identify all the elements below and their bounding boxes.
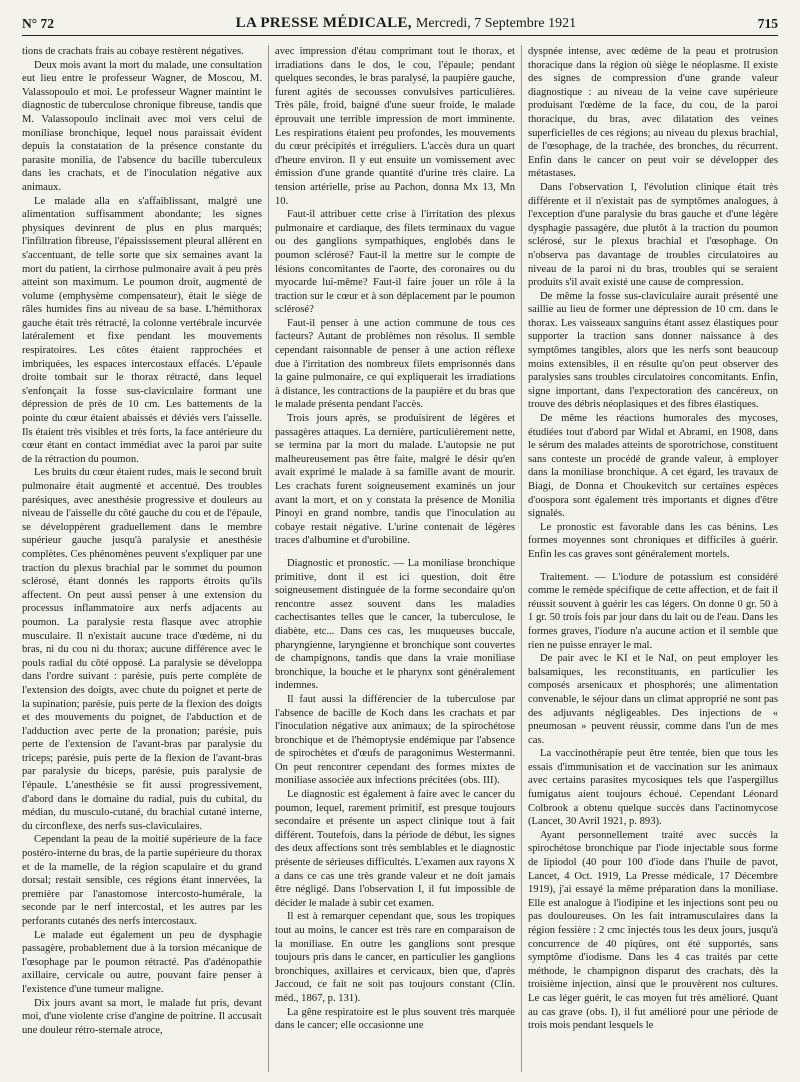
paragraph: Le malade eut également un peu de dysphagie passagère, probablement due à la torsion mécanique de l'œsophage par le poumon rétracté. Pas d'adénopathie axillaire, cervicale ou autre, pouvant faire penser à l'existence d'une tumeur maligne. [22,929,262,995]
column-2 [275,45,515,1076]
paragraph: dyspnée intense, avec œdème de la peau et protrusion thoracique dans la région où siège le néoplasme. Il existe des signes de compression d'une grande valeur diagnostique : au niveau de la veine cave supérieure produisant l'œdème de la face, du cou, de la paroi thoracique, du bras, avec dilatation des veines superficielles de ces régions; au niveau du plexus brachial, de l'œsophage, de la trachée, des bronches, du récurrent. Enfin dans le cancer on peut voir se développer des métastases. [528,46,778,180]
article-body [22,45,778,1076]
paragraph: avec impression d'étau comprimant tout le thorax, et irradiations dans le dos, le cou, l'épaule; pendant quelques secondes, le bras paralysé, la paupière gauche, furent agités de secousses convulsives particulières. Très pâle, froid, baigné d'une sueur froide, le malade éprouvait une terrible impression de mort imminente. Les respirations étaient peu profondes, les mouvements du cœur précipités et irréguliers. L'accès dura un quart d'heure environ. Il y eut ensuite un vomissement avec émission d'une grande quantité d'urine très claire. La tension artérielle, prise au Pachon, donna Mx 13, Mn 10. [275,46,515,207]
journal-name: LA PRESSE MÉDICALE, [235,15,412,31]
paragraph: Trois jours après, se produisirent de légères et passagères attaques. La dernière, particulièrement nette, se termina par la mort du malade. L'autopsie ne put malheureusement pas être faite, malgré le désir qu'en avait exprimé le malade à sa famille avant de mourir. Les crachats furent soigneusement examinés un jour avant la mort, et on y constata la présence de Monilia Pinoyi en grand nombre, tandis que l'inoculation au cobaye restait négative. L'urine contenait de légères traces d'albumine et d'urobiline. [275,413,515,547]
paragraph: Dans l'observation I, l'évolution clinique était très différente et il n'existait pas de symptômes analogues, à l'exception d'une paralysie du bras gauche et d'une légère dysphagie passagère, due plutôt à la traction du poumon sclérosé, sur le plexus brachial et l'œsophage. On n'observa pas davantage de troubles circulatoires au niveau de la paroi ni du bras, troubles qui se seraient produits s'il avait existé une cause de compression. [528,181,778,289]
section-diagnostic-paragraph: Diagnostic et pronostic. — La moniliase bronchique primitive, dont il est ici question, doit être soigneusement distinguée de la forme secondaire qu'on rencontre assez souvent dans les maladies cachectisantes telles que le cancer, la tuberculose, le diabète, etc... Dans ces cas, les muqueuses buccale, pharyngienne, laryngienne et bronchique sont couvertes de champignons, tandis que dans la vraie moniliase bronchique, la bouche et le pharynx sont généralement indemnes. [275,557,515,692]
column-3 [528,45,778,1076]
paragraph: Deux mois avant la mort du malade, une consultation eut lieu entre le professeur Wagner, de Moscou, M. Valassopoulo et moi. Le professeur Wagner maintint le diagnostic de tuberculose chronique fibreuse, tandis que M. Valassopoulo inclinait avec moi vers celui de moniliase bronchique, lequel nous paraissait évident depuis la constatation de la présence constante du parasite monilia, de l'absence du bacille tuberculeux dans les crachats, et de l'inoculation négative aux animaux. [22,59,262,193]
paragraph: Il est à remarquer cependant que, sous les tropiques tout au moins, le cancer est très rare en comparaison de la moniliase. En outre les ganglions sont presque toujours pris dans le cancer, en particulier les ganglions bronchiques, axillaires et cervicaux, bien que, d'après Jaccoud, ce fait ne soit pas toujours constant (Clin. méd., 1867, p. 131). [275,911,515,1004]
issue-number: N° 72 [22,16,55,31]
paragraph: Le malade alla en s'affaiblissant, malgré une alimentation suffisamment abondante; les signes physiques devinrent de plus en plus marqués; l'infiltration fibreuse, l'épaississement pleural allèrent en s'accentuant, de telle sorte que six semaines avant la mort du patient, la cirrhose pulmonaire avait à peu près atteint son maximum. Le poumon droit, augmenté de volume (emphysème compensateur), était le siège de râles humides fins au niveau de sa base. L'hémithorax gauche était très rétracté, la colonne vertébrale incurvée latéralement et fixe pendant les mouvements respiratoires. Les côtes étaient rapprochées et imbriquées, les espaces intercostaux effacés. L'épaule droite tombait sur le thorax rétracté, dans lequel s'enfonçait la fosse sus-claviculaire formant une dépression de près de 10 cm. Les battements de la pointe du cœur étaient abaissés et déviés vers l'aisselle. Ils étaient très visibles et très forts, la face antérieure du cœur étant en contact immédiat avec la paroi par suite de la rétraction du poumon. [22,195,262,465]
paragraph: Faut-il attribuer cette crise à l'irritation des plexus pulmonaire et cardiaque, des filets terminaux du vague ou des ganglions sympathiques, englobés dans le poumon sclérosé? Faut-il la mettre sur le compte de lésions concomitantes de l'aorte, des coronaires ou du myocarde lui-même? Faut-il faire jouer un rôle à la traction sur le cœur et à son déplacement par le poumon sclérosé? [275,209,515,316]
paragraph: Cependant la peau de la moitié supérieure de la face postéro-interne du bras, de la partie supérieure du thorax et de la mamelle, de la région scapulaire et du grand dorsal; restait sensible, ces régions étant innervées, la première par l'anastomose intercosto-humérale, la seconde par le nerf intercostal, et les autres par les perforants cutanés des nerfs intercostaux. [22,834,262,927]
paragraph: De même les réactions humorales des mycoses, étudiées tout d'abord par Widal et Abrami, en 1908, dans le sérum des malades atteints de sporotrichose, constituent sans conteste un procédé de grande valeur, à employer dans la moniliase bronchique. A cet égard, les travaux de Biagi, de Donna et Choukevitch sur certaines espèces d'oospora sont également très importants et dignes d'être signalés. [528,413,778,520]
paragraph: Il faut aussi la différencier de la tuberculose par l'absence de bacille de Koch dans les crachats et par l'inoculation négative aux animaux; de la spirochétose bronchique et de l'hémoptysie endémique par l'absence de spirochètes et d'œufs de paragonimus Westermanni. On peut rencontrer cependant des formes mixtes de moniliase associée aux infections précitées (obs. III). [275,693,515,787]
running-title [236,15,576,32]
paragraph: Faut-il penser à une action commune de tous ces facteurs? Autant de problèmes non résolus. Il semble cependant raisonnable de penser à une action réflexe due à l'irritation des nombreux filets emprisonnés dans la gaine pulmonaire, ce qui expliquerait les irradiations à distance, les contractions de la paupière et du bras que le malade présenta pendant l'accès. [275,317,515,411]
paragraph: De pair avec le KI et le NaI, on peut employer les balsamiques, les reconstituants, en particulier les composés arsenicaux et phosphorés; une alimentation convenable, le séjour dans un climat approprié ne sont pas des adjuvants négligeables. Des injections de « pneumosan » peuvent réussir, comme dans l'un de mes cas. [528,653,778,746]
paragraph: Les bruits du cœur étaient rudes, mais le second bruit pulmonaire était augmenté et accentué. Des troubles parésiques, avec anesthésie progressive et douleurs au niveau de l'aisselle du côté gauche du cou et de l'épaule, se développèrent graduellement dans le membre supérieur gauche jusqu'à paralysie et anesthésie complètes. Ces phénomènes peuvent s'expliquer par une traction du plexus brachial par le sommet du poumon sclérosé, étant donnés les rapports étroits qu'ils affectent. On peut aussi penser à une extension du processus inflammatoire aux nerfs adjacents au poumon. La paralysie resta flasque avec atrophie musculaire. Il n'existait aucune trace d'œdème, ni du bras, ni du cou ni du thorax; aucune différence avec le pouls radial du côté opposé. La paralysie se développa dans l'ordre suivant : parésie, puis perte complète de l'extension des doigts, avec chute du poignet et perte de la supination; parésie, puis perte de la flexion des doigts et des mouvements du poignet, de l'abduction et de l'adduction avec perte de la pronation; parésie, puis perte de l'extension de l'avant-bras par paralysie du triceps; parésie, puis perte de la flexion de l'avant-bras par paralysie du biceps, parésie, puis paralysie de l'épaule. L'anesthésie se fit aussi progressivement, d'abord dans le domaine du radial, puis du cubital, du médian, du musculo-cutané, du brachial cutané interne, du circonflexe, des nerfs sus-claviculaires. [22,467,262,832]
paragraph: Ayant personnellement traité avec succès la spirochétose bronchique par l'iode injectable sous forme de lipiodol (40 pour 100 d'iode dans l'huile de pavot, Lancet, 4 Oct. 1919, La Presse médicale, 17 Décembre 1919), j'ai essayé la même préparation dans la moniliase. Elle est analogue à l'iodipine et les injections sont peu ou pas douloureuses. On les fait intramusculaires dans la région fessière : 2 cmc injectés tous les deux jours, jusqu'à concurrence de 40 piqûres, ont été supportés, sans symptôme d'iodisme. Dans les 4 cas traités par cette méthode, le champignon disparut des crachats, dès la troisième injection, ainsi que le prouvèrent nos cultures. Le cas léger guérit, le cas moyen fut très amélioré. Quant au cas grave (obs. I), il fut amélioré pour une période de trois mois pendant lesquels le [528,829,778,1032]
page-header [22,6,778,36]
paragraph: La vaccinothérapie peut être tentée, bien que tous les essais d'immunisation et de vaccination sur les animaux avec certains parasites mycosiques tels que l'aspergillus fumigatus aient toujours échoué. Cependant Léonard Colbrook a obtenu quelque succès dans l'actinomycose (Lancet, 30 Avril 1921, p. 893). [528,748,778,828]
paragraph: Dix jours avant sa mort, le malade fut pris, devant moi, d'une violente crise d'angine de poitrine. Il accusait une douleur rétro-sternale atroce, [22,997,262,1036]
paragraph: Le diagnostic est également à faire avec le cancer du poumon, lequel, rarement primitif, est presque toujours secondaire et présente un aspect clinique tout à fait différent. Toutefois, dans la période de début, les signes des deux affections sont très semblables et le diagnostic présente de sérieuses difficultés. L'examen aux rayons X a dans ce cas une très grande valeur et ne doit jamais être négligé. Dans l'observation I, il fut impossible de décider le malade à subir cet examen. [275,789,515,909]
issue-date: Mercredi, 7 Septembre 1921 [415,16,577,31]
paragraph: La gêne respiratoire est le plus souvent très marquée dans le cancer; elle occasionne une [275,1006,515,1032]
paragraph: tions de crachats frais au cobaye restèrent négatives. [22,46,244,57]
paragraph: De même la fosse sus-claviculaire aurait présenté une saillie au lieu de former une dépression de 10 cm. dans le thorax. Les vaisseaux sanguins étant assez élastiques pour supporter la traction sans donner naissance à des symptômes tangibles, alors que les nerfs sont beaucoup moins extensibles, il en résulte qu'on peut observer des paralysies sans troubles circulatoires concomitants. Enfin, signe important, dans l'expectoration des cancéreux, on trouve des débris néoplasiques et des fibres élastiques. [528,290,778,411]
paragraph: Le pronostic est favorable dans les cas bénins. Les formes moyennes sont chroniques et difficiles à guérir. Enfin les cas graves sont généralement mortels. [528,521,778,560]
column-1 [22,45,262,1076]
page-number: 715 [757,16,778,31]
section-traitement-paragraph: Traitement. — L'iodure de potassium est considéré comme le remède spécifique de cette affection, et de fait il réussit souvent à guérir les cas légers. On donne 0 gr. 50 à 1 gr. 50 trois fois par jour dans du lait ou de l'eau. Dans les formes graves, l'iodure n'a aucune action et il semble que rien ne puisse enrayer le mal. [528,571,778,651]
